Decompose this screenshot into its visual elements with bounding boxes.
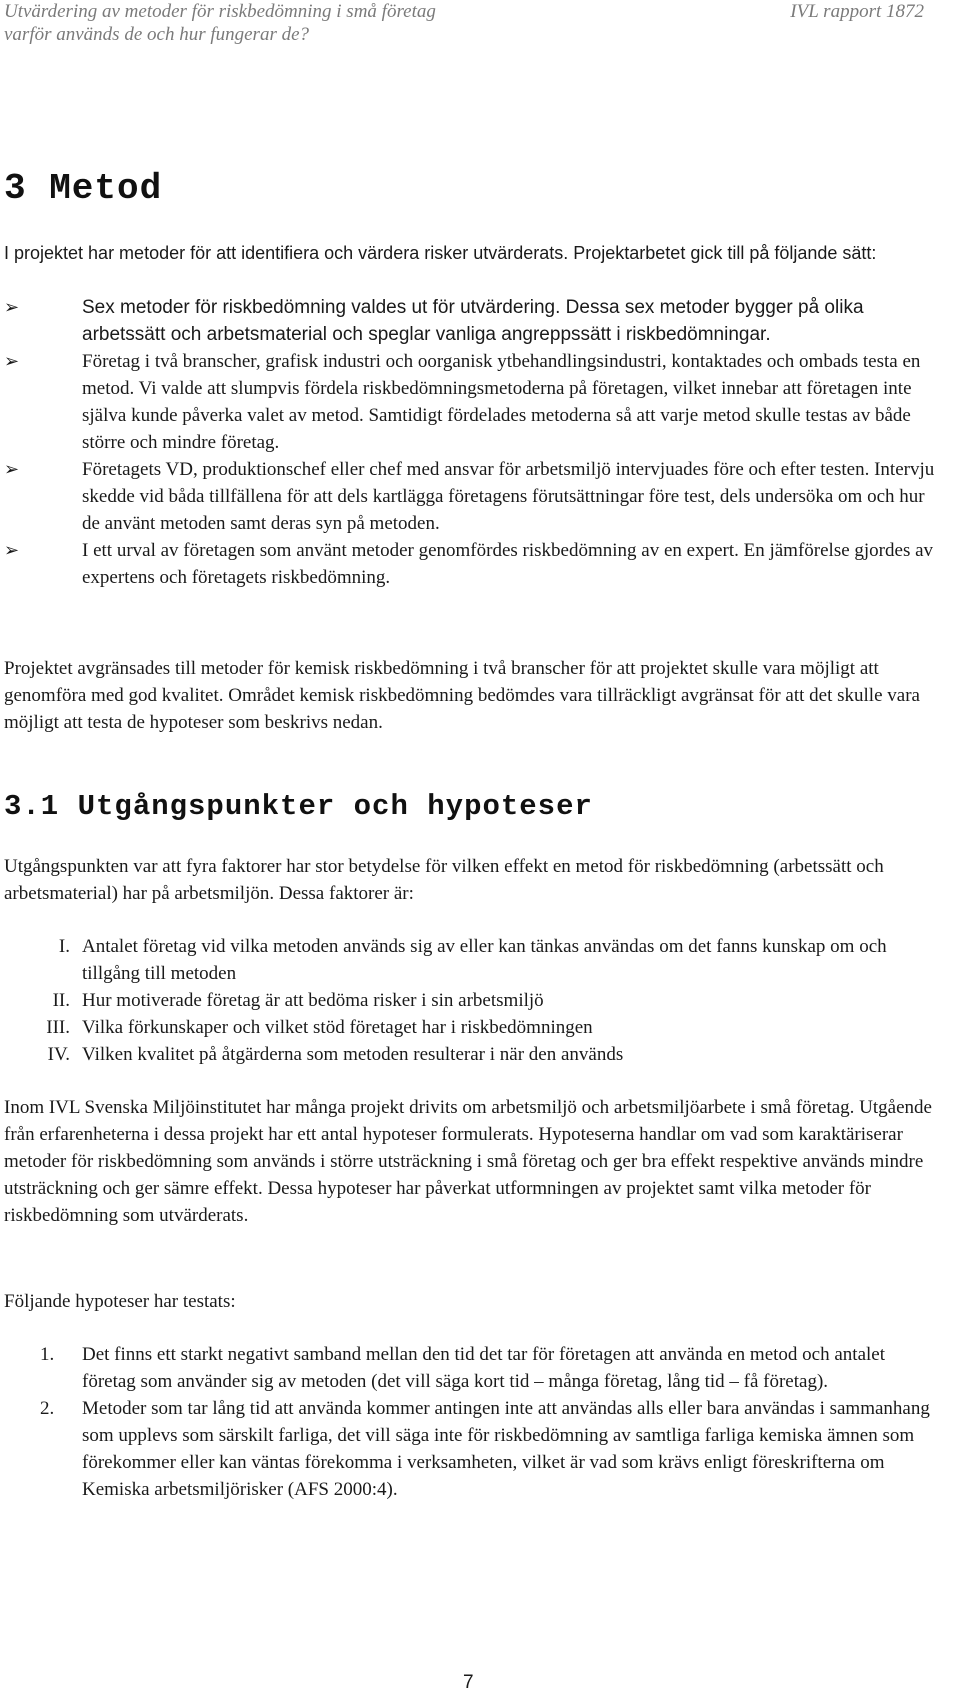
list-item-text: Företagets VD, produktionschef eller chef med ansvar för arbetsmiljö intervjuades före och efter testen. Intervju skedde vid båda tillfällena för att dels kartlägga företagens förutsättningar före test, dels undersöka om och hur de använt metoden samt deras syn på metoden.	[82, 459, 935, 534]
section-intro: I projektet har metoder för att identifiera och värdera risker utvärderats. Projektarbetet gick till på följande sätt:	[4, 243, 877, 263]
list-item	[4, 348, 936, 456]
list-item-text: Antalet företag vid vilka metoden används sig av eller kan tänkas användas om det fanns kunskap om och tillgång till metoden	[82, 936, 887, 984]
list-marker: III.	[46, 1017, 70, 1038]
header-title	[4, 0, 436, 46]
section-paragraph: Inom IVL Svenska Miljöinstitutet har många projekt drivits om arbetsmiljö och arbetsmiljöarbete i små företag. Utgående från erfarenheterna i dessa projekt har ett antal hypoteser formulerats. Hypoteserna handlar om vad som karaktäriserar metoder för riskbedömning som används i större utsträckning i små företag och ger bra effekt respektive används mindre utsträckning och ger sämre effekt. Dessa hypoteser har påverkat utformningen av projektet samt vilka metoder för riskbedömning som utvärderats.	[4, 1097, 932, 1226]
list-marker: 2.	[40, 1398, 55, 1419]
list-marker: II.	[52, 990, 70, 1011]
list-item-text: Metoder som tar lång tid att använda kommer antingen inte att användas alls eller bara användas i sammanhang som upplevs som särskilt farliga, det vill säga inte för riskbedömning av samtliga farliga kemiska ämnen som förekommer eller kan väntas förekomma i verksamheten, vilket är vad som krävs enligt föreskrifterna om Kemiska arbetsmiljörisker (AFS 2000:4).	[82, 1398, 930, 1500]
section-paragraph: Projektet avgränsades till metoder för kemisk riskbedömning i två branscher för att projektet skulle vara möjligt att genomföra med god kvalitet. Området kemisk riskbedömning bedömdes vara tillräckligt avgränsat för att det skulle vara möjligt att testa de hypoteser som beskrivs nedan.	[4, 658, 920, 733]
header-title-line1: Utvärdering av metoder för riskbedömning i små företag	[4, 1, 436, 22]
header-report-number: IVL rapport 1872	[790, 1, 924, 22]
header-title-line2: varför används de och hur fungerar de?	[4, 24, 310, 45]
list-item-text: Hur motiverade företag är att bedöma risker i sin arbetsmiljö	[82, 990, 544, 1011]
list-item	[4, 537, 936, 591]
list-item-text: Det finns ett starkt negativt samband mellan den tid det tar för företagen att använda en metod och antalet företag som använder sig av metoden (det vill säga kort tid – många företag, lång tid – få företag).	[82, 1344, 885, 1392]
list-item	[4, 933, 936, 987]
list-item	[4, 987, 936, 1014]
list-item-text: I ett urval av företagen som använt metoder genomfördes riskbedömning av en expert. En jämförelse gjordes av expertens och företagets riskbedömning.	[82, 540, 934, 588]
page-number: 7	[463, 1672, 474, 1693]
page-header	[4, 0, 956, 50]
section-heading-3-1: 3.1 Utgångspunkter och hypoteser	[4, 790, 593, 823]
list-item	[4, 294, 936, 348]
factor-list	[4, 933, 936, 1068]
arrow-bullet-icon: ➢	[4, 297, 20, 317]
list-item	[4, 1014, 936, 1041]
list-item-text: Sex metoder för riskbedömning valdes ut för utvärdering. Dessa sex metoder bygger på olika arbetssätt och arbetsmaterial och speglar vanliga angreppssätt i riskbedömningar.	[82, 297, 864, 345]
hypothesis-list	[4, 1341, 936, 1503]
list-marker: I.	[58, 936, 70, 957]
list-marker: 1.	[40, 1344, 55, 1365]
procedure-list	[4, 294, 936, 591]
list-item	[4, 1341, 936, 1395]
section-paragraph: Utgångspunkten var att fyra faktorer har stor betydelse för vilken effekt en metod för riskbedömning (arbetssätt och arbetsmaterial) har på arbetsmiljön. Dessa faktorer är:	[4, 856, 884, 904]
list-item	[4, 1395, 936, 1503]
section-heading-3: 3 Metod	[4, 168, 163, 209]
list-item-text: Företag i två branscher, grafisk industri och oorganisk ytbehandlingsindustri, kontaktades och ombads testa en metod. Vi valde att slumpvis fördela riskbedömningsmetoderna på företagen, vilket innebar att företagen inte själva kunde påverka valet av metod. Samtidigt fördelades metoderna så att varje metod skulle testas av både större och mindre företag.	[82, 351, 921, 453]
list-item	[4, 456, 936, 537]
arrow-bullet-icon: ➢	[4, 351, 20, 371]
list-item-text: Vilken kvalitet på åtgärderna som metoden resulterar i när den används	[82, 1044, 624, 1065]
section-paragraph: Följande hypoteser har testats:	[4, 1291, 236, 1312]
arrow-bullet-icon: ➢	[4, 540, 20, 560]
list-item	[4, 1041, 936, 1068]
list-marker: IV.	[47, 1044, 70, 1065]
arrow-bullet-icon: ➢	[4, 459, 20, 479]
list-item-text: Vilka förkunskaper och vilket stöd företaget har i riskbedömningen	[82, 1017, 593, 1038]
